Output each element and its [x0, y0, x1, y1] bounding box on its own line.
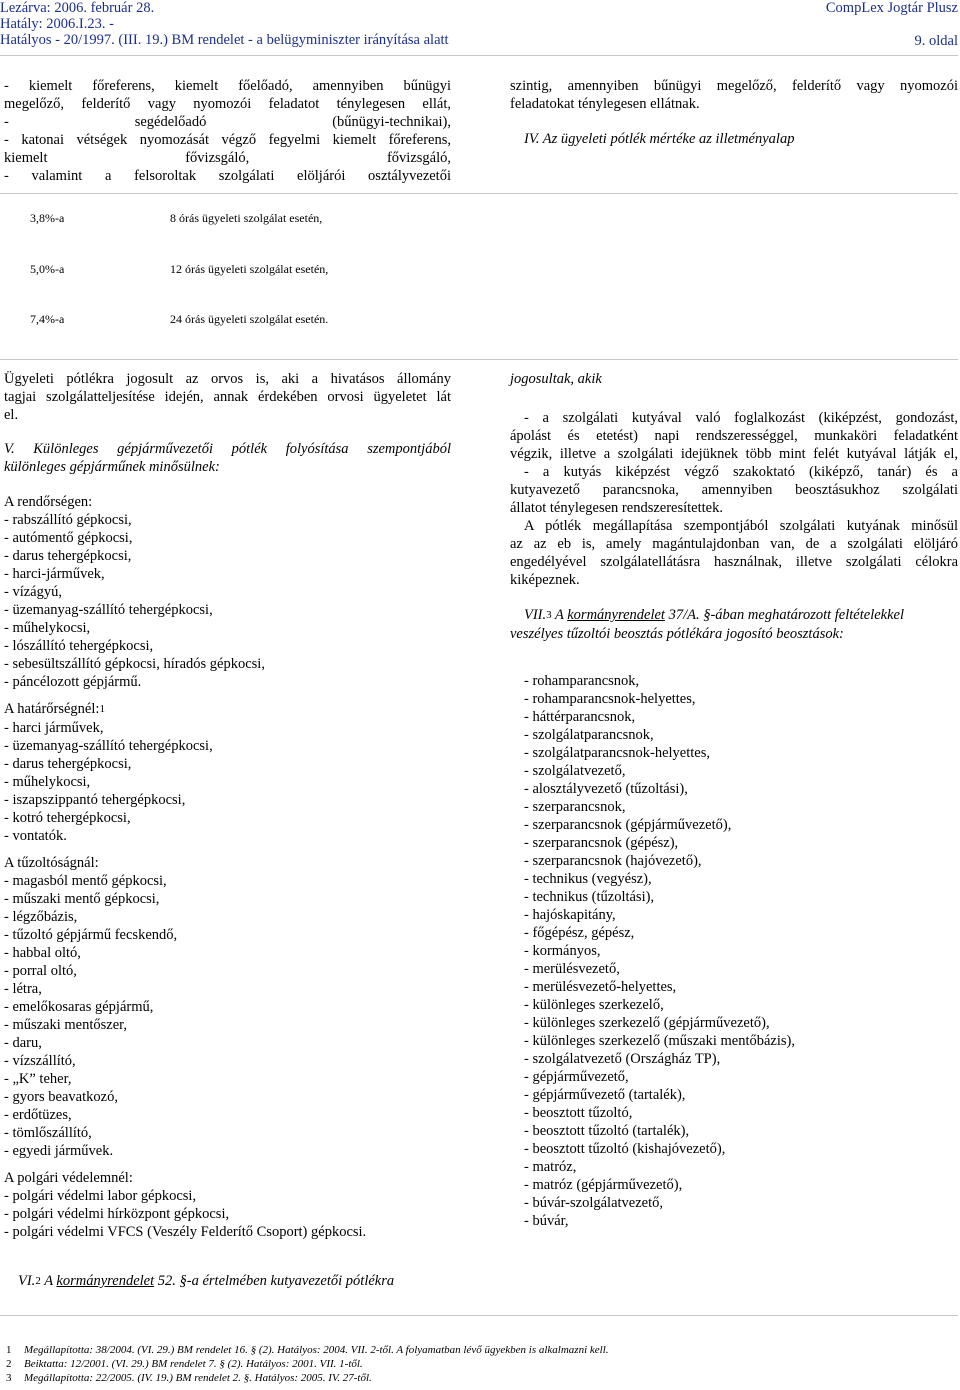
section1-left-line: kiemelt fővizsgáló, fővizsgáló, — [4, 150, 451, 166]
footnote-divider — [0, 1315, 958, 1316]
border-guard-item: - műhelykocsi, — [4, 774, 91, 790]
rate-desc: 24 órás ügyeleti szolgálat esetén. — [170, 312, 329, 326]
service-dog-line: A pótlék megállapítása szempontjából szolgálati kutyának minősül — [524, 518, 958, 534]
p1-line: Ügyeleti pótlékra jogosult az orvos is, aki a hivatásos állomány — [4, 371, 451, 387]
civil-defence-item: - polgári védelmi hírközpont gépkocsi, — [4, 1206, 230, 1222]
fire-service-item: - magasból mentő gépkocsi, — [4, 873, 167, 889]
v-heading-line: különleges gépjárműnek minősülnek: — [4, 459, 220, 475]
section1-right-line-2: feladatokat ténylegesen ellátnak. — [510, 96, 700, 112]
border-guard-item: - üzemanyag-szállító tehergépkocsi, — [4, 738, 213, 754]
border-guard-item: - kotró tehergépkocsi, — [4, 810, 131, 826]
footnote-number: 3 — [6, 1372, 12, 1384]
fire-position-item: - beosztott tűzoltó, — [524, 1105, 633, 1121]
dog-handler-line: - a szolgálati kutyával való foglalkozást (kiképzést, gondozást, — [524, 410, 958, 426]
fire-position-item: - gépjárművezető, — [524, 1069, 629, 1085]
section-divider-1 — [0, 193, 958, 194]
section1-left-line: megelőző, felderítő vagy nyomozói feladatot ténylegesen ellát, — [4, 96, 451, 112]
fire-position-item: - szolgálatvezető, — [524, 763, 626, 779]
service-dog-paragraph — [510, 517, 958, 589]
footnote-number: 1 — [6, 1344, 12, 1356]
rate-pct: 7,4%-a — [30, 312, 65, 326]
rate-desc: 8 órás ügyeleti szolgálat esetén, — [170, 211, 323, 225]
fire-position-item: - szerparancsnok, — [524, 799, 626, 815]
fire-position-item: - rohamparancsnok-helyettes, — [524, 691, 696, 707]
vii-prefix: VII. — [524, 607, 547, 623]
left-column — [4, 370, 451, 1241]
dog-handler-line: kutyavezető parancsnoka, amennyiben beosztásukhoz szolgálati — [510, 482, 958, 498]
vii-heading-line2: veszélyes tűzoltói beosztás pótlékára jogosító beosztások: — [510, 626, 844, 642]
closed-date: Lezárva: 2006. február 28. — [0, 0, 155, 16]
p1-line: tagjai szolgálatteljesítése idején, annak érdekében orvosi ügyeletet lát — [4, 389, 451, 405]
fire-service-item: - létra, — [4, 981, 42, 997]
police-item: - harci-járművek, — [4, 566, 105, 582]
fire-service-list — [4, 872, 451, 1160]
police-list — [4, 511, 451, 691]
section1-left — [4, 77, 451, 185]
fire-service-item: - műszaki mentő gépkocsi, — [4, 891, 160, 907]
border-guard-list — [4, 719, 451, 845]
footnote-1 — [6, 1344, 609, 1357]
dog-handler-line: - a kutyás kiképzést végző szakoktató (kiképző, tanár) és a — [524, 464, 958, 480]
fire-position-item: - különleges szerkezelő, — [524, 997, 664, 1013]
fire-position-item: - matróz, — [524, 1159, 577, 1175]
jogosultak-line: jogosultak, akik — [510, 371, 602, 387]
fire-service-item: - tömlőszállító, — [4, 1125, 92, 1141]
border-guard-title-text: A határőrségnél: — [4, 701, 100, 717]
fire-position-item: - technikus (vegyész), — [524, 871, 652, 887]
p1-line: el. — [4, 407, 19, 423]
footnote-text: Megállapította: 38/2004. (VI. 29.) BM rendelet 16. § (2). Hatályos: 2004. VII. 2-től. A folyamatban lévő ügyekben is alkalmazni kell. — [24, 1344, 609, 1356]
fire-service-item: - emelőkosaras gépjármű, — [4, 999, 154, 1015]
fire-position-item: - gépjárművezető (tartalék), — [524, 1087, 686, 1103]
fire-position-item: - szolgálatvezető (Országház TP), — [524, 1051, 721, 1067]
section1-right — [510, 77, 958, 148]
v-heading-line: V. Különleges gépjárművezetői pótlék folyósítása szempontjából — [4, 441, 451, 457]
border-guard-item: - harci járművek, — [4, 720, 104, 736]
vii-a: A — [551, 607, 568, 623]
fire-position-item: - szerparancsnok (gépész), — [524, 835, 679, 851]
civil-defence-item: - polgári védelmi VFCS (Veszély Felderítő Csoport) gépkocsi. — [4, 1224, 367, 1240]
dog-handler-line: állatot ténylegesen rendszeresítettek. — [510, 500, 723, 516]
footnote-ref-3[interactable]: 3 — [546, 609, 552, 621]
section-divider-2 — [0, 359, 958, 360]
footnote-2 — [6, 1358, 363, 1371]
service-dog-line: kiképeznek. — [510, 572, 580, 588]
page-header — [0, 0, 960, 48]
fire-service-item: - habbal oltó, — [4, 945, 81, 961]
police-item: - sebesültszállító gépkocsi, híradós gépkocsi, — [4, 656, 265, 672]
header-divider — [0, 55, 958, 56]
police-item: - műhelykocsi, — [4, 620, 91, 636]
vi-a: A — [44, 1273, 57, 1289]
vii-rest: 37/A. §-ában meghatározott feltételekkel — [664, 607, 905, 623]
fire-position-item: - háttérparancsnok, — [524, 709, 636, 725]
border-guard-item: - vontatók. — [4, 828, 67, 844]
footnote-ref-1[interactable]: 1 — [99, 703, 105, 715]
fire-service-item: - műszaki mentőszer, — [4, 1017, 128, 1033]
footnote-ref-2[interactable]: 2 — [35, 1275, 41, 1287]
fire-position-item: - rohamparancsnok, — [524, 673, 640, 689]
service-dog-line: engedélyével szolgálatellátásra használnak, illetve szolgálati célokra — [510, 554, 958, 570]
fire-service-item: - tűzoltó gépjármű fecskendő, — [4, 927, 178, 943]
iv-heading: IV. Az ügyeleti pótlék mértéke az illetményalap — [524, 131, 795, 147]
vii-heading — [524, 606, 958, 625]
fire-position-item: - búvár-szolgálatvezető, — [524, 1195, 664, 1211]
fire-position-item: - szolgálatparancsnok-helyettes, — [524, 745, 711, 761]
fire-position-item: - beosztott tűzoltó (tartalék), — [524, 1123, 690, 1139]
page-number: 9. oldal — [914, 33, 958, 49]
police-item: - üzemanyag-szállító tehergépkocsi, — [4, 602, 213, 618]
border-guard-title — [4, 700, 451, 719]
document-title: Hatályos - 20/1997. (III. 19.) BM rendelet - a belügyminiszter irányítása alatt — [0, 32, 449, 48]
police-item: - darus tehergépkocsi, — [4, 548, 132, 564]
kormanyrendelet-link-2[interactable]: kormányrendelet — [567, 607, 665, 623]
footnote-number: 2 — [6, 1358, 12, 1370]
section1-left-line: - valamint a felsoroltak szolgálati elöljárói osztályvezetői — [4, 168, 451, 184]
fire-position-item: - főgépész, gépész, — [524, 925, 635, 941]
border-guard-item: - darus tehergépkocsi, — [4, 756, 132, 772]
footnote-text: Beiktatta: 12/2001. (VI. 29.) BM rendelet 7. § (2). Hatályos: 2001. VII. 1-től. — [24, 1358, 363, 1370]
police-item: - páncélozott gépjármű. — [4, 674, 142, 690]
vi-heading — [18, 1272, 394, 1291]
fire-position-item: - merülésvezető, — [524, 961, 620, 977]
fire-service-item: - erdőtüzes, — [4, 1107, 72, 1123]
fire-service-item: - „K” teher, — [4, 1071, 72, 1087]
rate-pct: 3,8%-a — [30, 211, 65, 225]
fire-position-item: - merülésvezető-helyettes, — [524, 979, 677, 995]
dog-handler-paragraph — [510, 409, 958, 517]
fire-position-item: - matróz (gépjárművezető), — [524, 1177, 683, 1193]
fire-position-item: - szerparancsnok (gépjárművezető), — [524, 817, 732, 833]
border-guard-item: - iszapszippantó tehergépkocsi, — [4, 792, 186, 808]
fire-position-item: - kormányos, — [524, 943, 601, 959]
fire-position-item: - alosztályvezető (tűzoltási), — [524, 781, 688, 797]
section1-left-line: - katonai vétségek nyomozását végző fegyelmi kiemelt főreferens, — [4, 132, 451, 148]
fire-position-item: - különleges szerkezelő (gépjárművezető), — [524, 1015, 770, 1031]
civil-defence-title: A polgári védelemnél: — [4, 1170, 133, 1186]
section1-left-line: - segédelőadó (bűnügyi-technikai), — [4, 114, 451, 130]
fire-position-item: - szolgálatparancsnok, — [524, 727, 654, 743]
fire-position-item: - technikus (tűzoltási), — [524, 889, 655, 905]
fire-position-item: - hajóskapitány, — [524, 907, 616, 923]
fire-service-item: - egyedi járművek. — [4, 1143, 114, 1159]
footnote-text: Megállapította: 22/2005. (IV. 19.) BM rendelet 2. §. Hatályos: 2005. IV. 27-től. — [24, 1372, 372, 1384]
vi-prefix: VI. — [18, 1273, 36, 1289]
dog-handler-line: végzik, illetve a szolgálati idejüknek több mint felét kutyával látják el, — [510, 446, 958, 462]
vi-rest: 52. §-a értelmében kutyavezetői pótlékra — [154, 1273, 395, 1289]
police-item: - rabszállító gépkocsi, — [4, 512, 132, 528]
fire-service-item: - daru, — [4, 1035, 42, 1051]
civil-defence-list — [4, 1187, 451, 1241]
police-item: - vízágyú, — [4, 584, 62, 600]
kormanyrendelet-link[interactable]: kormányrendelet — [56, 1273, 155, 1289]
rate-pct: 5,0%-a — [30, 262, 65, 276]
fire-position-item: - búvár, — [524, 1213, 569, 1229]
fire-positions-list — [524, 672, 958, 1230]
right-column — [510, 370, 958, 1230]
police-title: A rendőrségen: — [4, 494, 93, 510]
footnote-3 — [6, 1372, 372, 1385]
effective-date: Hatály: 2006.I.23. - — [0, 16, 114, 32]
police-item: - lószállító tehergépkocsi, — [4, 638, 154, 654]
fire-service-item: - porral oltó, — [4, 963, 77, 979]
fire-position-item: - különleges szerkezelő (műszaki mentőbázis), — [524, 1033, 795, 1049]
section1-right-line-1: szintig, amennyiben bűnügyi megelőző, felderítő vagy nyomozói — [510, 78, 958, 94]
civil-defence-item: - polgári védelmi labor gépkocsi, — [4, 1188, 197, 1204]
product-name: CompLex Jogtár Plusz — [825, 0, 958, 16]
rate-desc: 12 órás ügyeleti szolgálat esetén, — [170, 262, 329, 276]
rates-table — [30, 211, 630, 331]
section1-left-line: - kiemelt főreferens, kiemelt főelőadó, amennyiben bűnügyi — [4, 78, 451, 94]
fire-service-item: - gyors beavatkozó, — [4, 1089, 118, 1105]
police-item: - autómentő gépkocsi, — [4, 530, 133, 546]
fire-position-item: - beosztott tűzoltó (kishajóvezető), — [524, 1141, 726, 1157]
fire-service-item: - vízszállító, — [4, 1053, 76, 1069]
fire-service-title: A tűzoltóságnál: — [4, 855, 99, 871]
dog-handler-line: ápolást és etetést) napi rendszerességgel, munkaköri feladatként — [510, 428, 958, 444]
fire-service-item: - légzőbázis, — [4, 909, 78, 925]
service-dog-line: az az eb is, amely magántulajdonban van, de a szolgálati elöljáró — [510, 536, 958, 552]
fire-position-item: - szerparancsnok (hajóvezető), — [524, 853, 702, 869]
